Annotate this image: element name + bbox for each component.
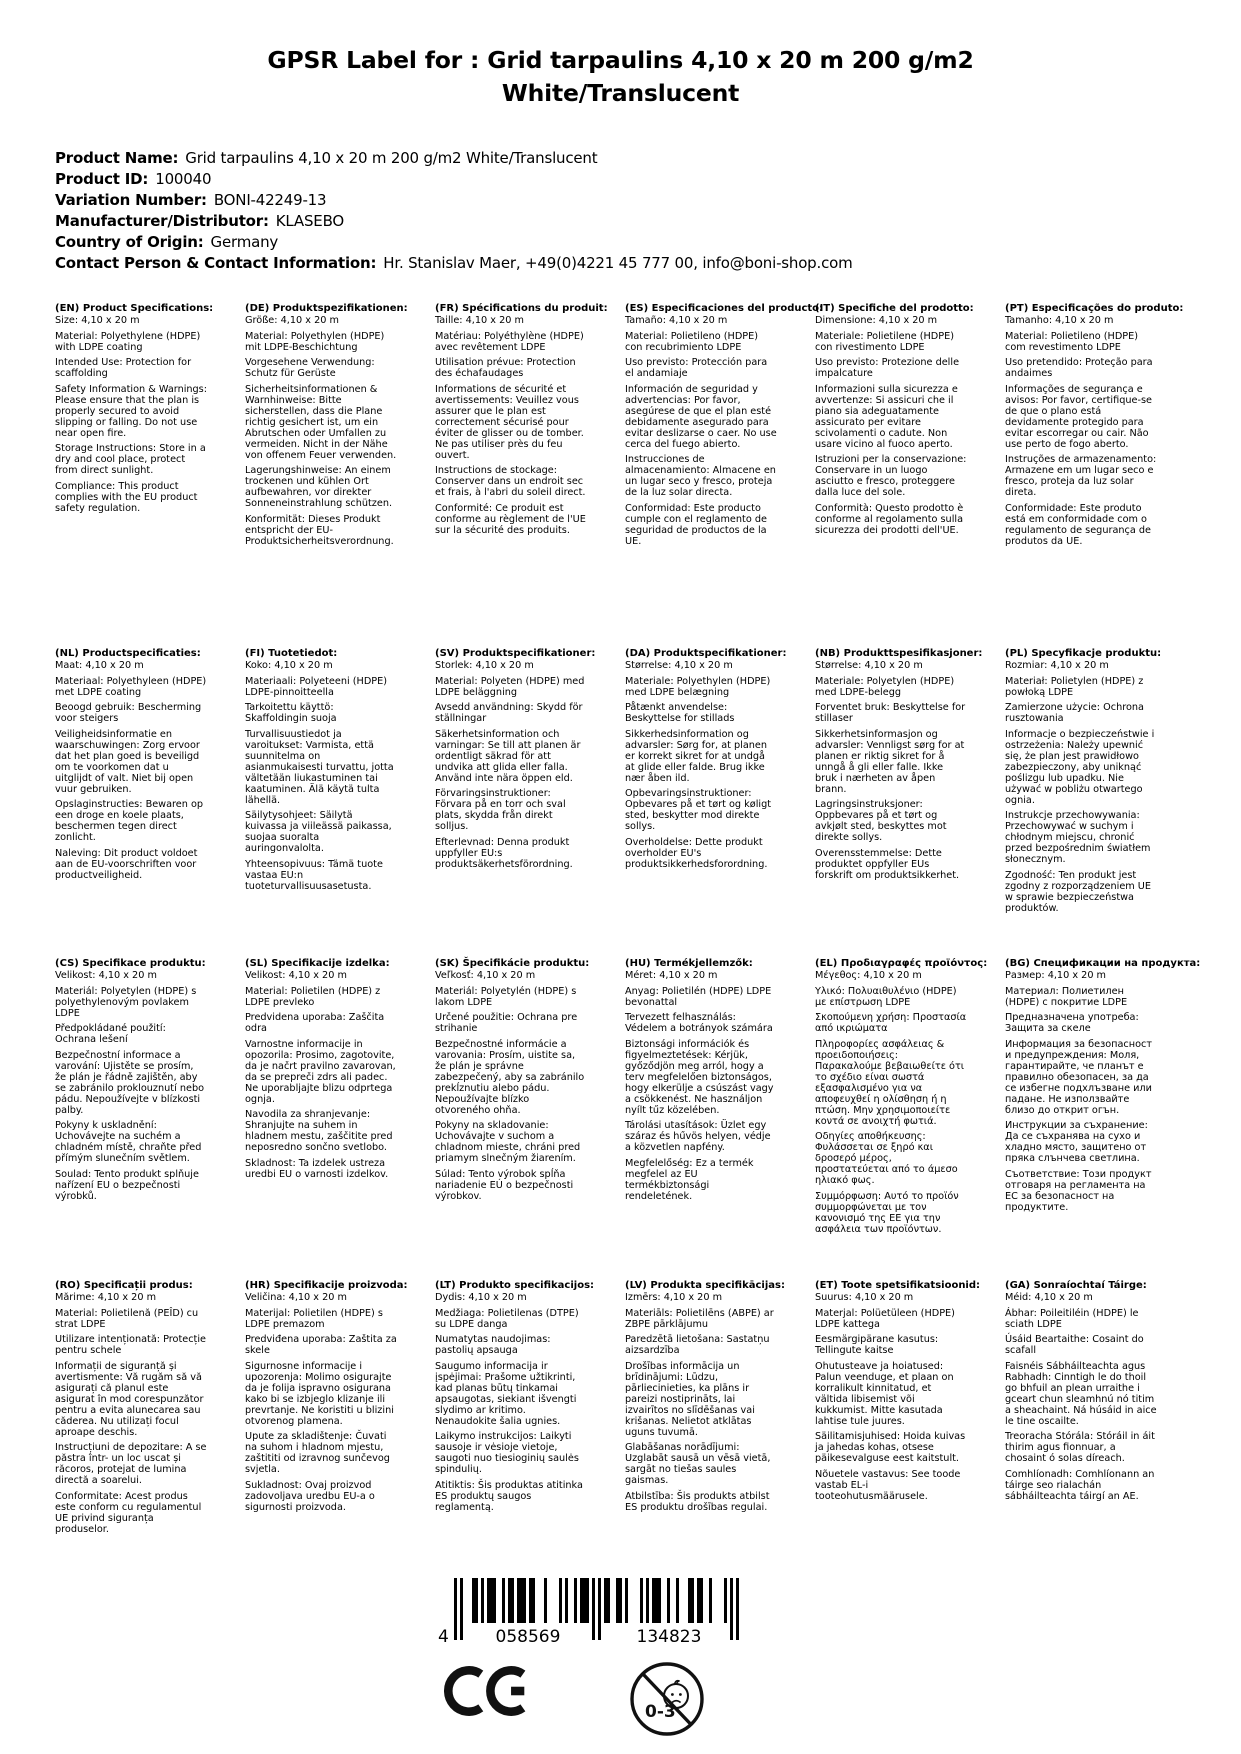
spec-paragraph: Storage Instructions: Store in a dry and cool place, protect from direct sunlight. [55, 443, 206, 476]
spec-paragraph: Efterlevnad: Denna produkt uppfyller EU:s produktsäkerhetsförordning. [435, 836, 573, 870]
spec-paragraph: Mărime: 4,10 x 20 m [55, 1292, 157, 1303]
spec-paragraph: Vorgesehene Verwendung: Schutz für Gerüste [245, 357, 375, 379]
spec-paragraph: Saugumo informacija ir įspėjimai: Prašome užtikrinti, kad planas būtų tinkamai apsaugotas, siekiant išvengti slydimo ar kritimo. Nenaudokite šalia ugnies. [435, 1360, 577, 1427]
spec-paragraph: Materiał: Polietylen (HDPE) z powłoką LDPE [1005, 675, 1144, 698]
spec-paragraph: Skladnost: Ta izdelek ustreza uredbi EU o varnosti izdelkov. [245, 1157, 389, 1180]
spec-block-it [815, 303, 992, 536]
spec-paragraphs [1005, 315, 1182, 547]
spec-paragraph: Tárolási utasítások: Üzlet egy száraz és hűvös helyen, védje a közvetlen napfény. [625, 1120, 771, 1153]
spec-paragraph: Dimensione: 4,10 x 20 m [815, 315, 938, 326]
spec-paragraph: Predvidena uporaba: Zaščita odra [245, 1012, 385, 1034]
spec-paragraph: Materiaal: Polyethyleen (HDPE) met LDPE coating [55, 675, 207, 698]
spec-paragraph: Σκοπούμενη χρήση: Προστασία από ικριώματα [815, 1012, 967, 1034]
spec-paragraph: Sigurnosne informacije i upozorenja: Molimo osigurajte da je folija ispravno osigurana kako bi se izbjeglo klizanje ili prevrtanje. Ne koristiti u blizini otvorenog plamena. [245, 1360, 394, 1427]
spec-paragraph: Treoracha Stórála: Stóráil in áit thirim agus fionnuar, a chosaint ó solas díreach. [1005, 1431, 1155, 1464]
spec-paragraph: Comhlíonadh: Comhlíonann an táirge seo rialachán sábháilteachta táirgí an AE. [1005, 1468, 1155, 1502]
spec-paragraph: Materiál: Polyetylen (HDPE) s polyethylenovým povlakem LDPE [55, 985, 197, 1019]
spec-block-sv [435, 648, 612, 870]
product-info-label: Product Name: [55, 149, 179, 167]
spec-paragraphs [55, 970, 232, 1202]
spec-paragraph: Dydis: 4,10 x 20 m [435, 1292, 527, 1303]
spec-paragraph: Materiāls: Polietilēns (ABPE) ar ZBPE pārklājumu [625, 1307, 774, 1330]
baby-eye-right [679, 1693, 682, 1696]
spec-paragraph: Предназначена употреба: Защита за скеле [1005, 1012, 1139, 1034]
spec-paragraph: Maat: 4,10 x 20 m [55, 660, 144, 671]
spec-paragraph: Material: Polyeten (HDPE) med LDPE beläggning [435, 675, 585, 698]
spec-paragraph: Drošības informācija un brīdinājumi: Lūdzu, pārliecinieties, ka plāns ir pareizi nostiprināts, lai izvairītos no slīdēšanas vai krišanas. Nelietot atklātas uguns tuvumā. [625, 1360, 755, 1438]
spec-paragraph: Materijal: Polietilen (HDPE) s LDPE premazom [245, 1307, 383, 1330]
spec-header: (LT) Produkto specifikacijos: [435, 1280, 595, 1291]
spec-paragraph: Rozmiar: 4,10 x 20 m [1005, 660, 1109, 671]
spec-block-pt [1005, 303, 1182, 547]
spec-paragraph: Información de seguridad y advertencias: Por favor, asegúrese de que el plan esté debidamente asegurado para evitar deslizarse o caer. No use cerca del fuego abierto. [625, 383, 777, 450]
spec-paragraph: Veličina: 4,10 x 20 m [245, 1292, 347, 1303]
spec-block-sl [245, 958, 422, 1180]
spec-paragraph: Paredzētā lietošana: Sastatņu aizsardzība [625, 1334, 770, 1356]
spec-paragraphs [245, 315, 422, 547]
spec-paragraphs [625, 315, 802, 547]
spec-paragraph: Съответствие: Този продукт отговаря на регламента на ЕС за безопасност на продуктите. [1005, 1168, 1152, 1213]
spec-paragraphs [55, 1292, 232, 1535]
spec-paragraph: Suurus: 4,10 x 20 m [815, 1292, 914, 1303]
spec-header: (EN) Product Specifications: [55, 303, 214, 314]
spec-paragraphs [815, 315, 992, 536]
age-warning-text: 0-3 [645, 1702, 676, 1722]
spec-paragraph: Conformidad: Este producto cumple con el reglamento de seguridad de productos de la UE. [625, 502, 767, 547]
spec-paragraph: Instrucțiuni de depozitare: A se păstra într- un loc uscat și răcoros, protejat de lumina directă a soarelui. [55, 1442, 207, 1486]
spec-paragraph: Anyag: Polietilén (HDPE) LDPE bevonattal [625, 985, 772, 1008]
spec-paragraph: Overholdelse: Dette produkt overholder EU's produktsikkerhedsforordning. [625, 836, 768, 870]
language-specs-grid [55, 303, 1201, 1576]
spec-paragraph: Instruções de armazenamento: Armazene em um lugar seco e fresco, proteja da luz solar direta. [1005, 454, 1157, 498]
spec-paragraph: Zamierzone użycie: Ochrona rusztowania [1005, 702, 1144, 724]
spec-paragraph: Pokyny na skladovanie: Uchovávajte v suchom a chladnom mieste, chráni pred priamym slnečným žiarením. [435, 1120, 581, 1164]
spec-block-es [625, 303, 824, 547]
spec-header: (PT) Especificações do produto: [1005, 303, 1184, 314]
product-info-value: BONI-42249-13 [213, 191, 327, 209]
spec-paragraph: Nõuetele vastavus: See toode vastab EL-i tooteohutusmäärusele. [815, 1468, 961, 1502]
spec-paragraph: Matériau: Polyéthylène (HDPE) avec revêtement LDPE [435, 330, 584, 353]
spec-paragraph: Материал: Полиетилен (HDPE) с покритие LDPE [1005, 985, 1128, 1008]
spec-paragraph: Předpokládané použití: Ochrana lešení [55, 1023, 166, 1045]
spec-paragraph: Conformitate: Acest produs este conform cu regulamentul UE privind siguranța produselor. [55, 1490, 202, 1535]
spec-paragraph: Material: Polietileno (HDPE) com revestimento LDPE [1005, 330, 1139, 353]
spec-paragraph: Conformità: Questo prodotto è conforme al regolamento sulla sicurezza dei prodotti dell'UE. [815, 502, 964, 536]
product-info-value: Germany [210, 233, 279, 251]
spec-paragraph: Predviđena uporaba: Zaštita za skele [245, 1334, 397, 1356]
spec-paragraph: Conformité: Ce produit est conforme au règlement de l'UE sur la sécurité des produits. [435, 502, 586, 536]
spec-block-et [815, 1280, 992, 1502]
spec-paragraph: Размер: 4,10 x 20 m [1005, 970, 1106, 981]
spec-paragraph: Tarkoitettu käyttö: Skaffoldingin suoja [245, 702, 337, 724]
spec-paragraphs [245, 970, 422, 1180]
product-info-row [55, 211, 1201, 232]
spec-paragraph: Materiale: Polyetylen (HDPE) med LDPE-belegg [815, 675, 955, 698]
spec-paragraph: Soulad: Tento produkt splňuje nařízení EU o bezpečnosti výrobků. [55, 1168, 199, 1202]
spec-paragraph: Sikkerhetsinformasjon og advarsler: Vennligst sørg for at planen er riktig sikret for å unngå å gli eller falle. Ikke bruk i nærheten av åpen brann. [815, 728, 965, 795]
spec-paragraph: Lagringsinstruksjoner: Oppbevares på et tørt og avkjølt sted, beskyttes mot direkte sollys. [815, 799, 947, 843]
spec-paragraph: Ábhar: Poileitiléin (HDPE) le sciath LDPE [1005, 1307, 1139, 1330]
spec-paragraph: Säilytysohjeet: Säilytä kuivassa ja viileässä paikassa, suojaa suoralta auringonvalolta. [245, 810, 392, 854]
spec-paragraph: Compliance: This product complies with the EU product safety regulation. [55, 480, 198, 514]
spec-paragraphs [435, 315, 612, 536]
spec-header: (NL) Productspecificaties: [55, 648, 201, 659]
spec-paragraph: Intended Use: Protection for scaffolding [55, 357, 192, 379]
spec-paragraphs [815, 1292, 992, 1502]
spec-paragraph: Informații de siguranță și avertismente: Vă rugăm să vă asigurați că planul este asigurat în mod corespunzător pentru a evita alunecarea sau căderea. Nu utilizați focul aproape deschis. [55, 1360, 204, 1438]
spec-paragraphs [245, 660, 422, 892]
spec-header: (LV) Produkta specifikācijas: [625, 1280, 785, 1291]
spec-paragraphs [55, 315, 232, 514]
spec-header: (FR) Spécifications du produit: [435, 303, 608, 314]
spec-header: (EL) Προδιαγραφές προϊόντος: [815, 958, 988, 969]
product-info-row [55, 190, 1201, 211]
spec-block-cs [55, 958, 232, 1202]
spec-paragraph: Sikkerhedsinformation og advarsler: Sørg for, at planen er korrekt sikret for at undgå at glide eller falde. Brug ikke nær åben ild. [625, 728, 768, 784]
language-specs-row-1 [55, 303, 1197, 648]
product-info [55, 148, 1201, 274]
spec-paragraph: Påtænkt anvendelse: Beskyttelse for stillads [625, 702, 735, 724]
spec-block-hu [625, 958, 802, 1202]
spec-block-ro [55, 1280, 232, 1535]
spec-paragraph: Istruzioni per la conservazione: Conservare in un luogo asciutto e fresco, proteggere dalla luce del sole. [815, 454, 967, 498]
spec-header: (ET) Toote spetsifikatsioonid: [815, 1280, 981, 1291]
spec-paragraph: Navodila za shranjevanje: Shranjujte na suhem in hladnem mestu, zaščitite pred neposredno sončno svetlobo. [245, 1109, 393, 1153]
spec-paragraphs [625, 970, 802, 1202]
ce-mark-icon [444, 1660, 536, 1722]
spec-paragraph: Utilizare intenționată: Protecție pentru schele [55, 1334, 206, 1356]
spec-header: (GA) Sonraíochtaí Táirge: [1005, 1280, 1147, 1291]
spec-paragraph: Safety Information & Warnings: Please ensure that the plan is properly secured to avoid slipping or falling. Do not use near open fire. [55, 383, 207, 439]
spec-paragraph: Informacje o bezpieczeństwie i ostrzeżenia: Należy upewnić się, że plan jest prawidłowo zabezpieczony, aby uniknąć poślizgu lub upadku. Nie używać w pobliżu otwartego ognia. [1005, 728, 1155, 806]
spec-paragraph: Συμμόρφωση: Αυτό το προϊόν συμμορφώνεται με τον κανονισμό της ΕΕ για την ασφάλεια των προϊόντων. [815, 1190, 959, 1235]
spec-paragraph: Taille: 4,10 x 20 m [435, 315, 524, 326]
product-info-value: KLASEBO [275, 212, 344, 230]
spec-paragraph: Overensstemmelse: Dette produktet oppfyller EUs forskrift om produktsikkerhet. [815, 847, 960, 881]
spec-paragraph: Megfelelőség: Ez a termék megfelel az EU termékbiztonsági rendeletének. [625, 1157, 754, 1202]
spec-paragraph: Инструкции за съхранение: Да се съхранява на сухо и хладно място, защитено от пряка слънчева светлина. [1005, 1120, 1148, 1164]
spec-header: (BG) Спецификации на продукта: [1005, 958, 1201, 969]
spec-paragraph: Informazioni sulla sicurezza e avvertenze: Si assicuri che il piano sia adeguatamente assicurato per evitare scivolamenti o cadute. Non usare vicino al fuoco aperto. [815, 383, 958, 450]
spec-paragraph: Atitiktis: Šis produktas atitinka ES produktų saugos reglamentą. [435, 1479, 583, 1513]
spec-paragraph: Storlek: 4,10 x 20 m [435, 660, 534, 671]
spec-paragraph: Pokyny k uskladnění: Uchovávejte na suchém a chladném místě, chraňte před přímým slunečním světlem. [55, 1120, 202, 1164]
spec-block-ga [1005, 1280, 1182, 1502]
spec-paragraph: Numatytas naudojimas: pastolių apsauga [435, 1334, 551, 1356]
product-info-label: Contact Person & Contact Information: [55, 254, 377, 272]
spec-paragraph: Material: Polietilen (HDPE) z LDPE prevleko [245, 985, 381, 1008]
spec-paragraph: Materiál: Polyetylén (HDPE) s lakom LDPE [435, 985, 577, 1008]
spec-paragraph: Säkerhetsinformation och varningar: Se till att planen är ordentligt säkrad för att undvika att glida eller falla. Använd inte nära öppen eld. [435, 728, 581, 784]
spec-paragraph: Informações de segurança e avisos: Por favor, certifique-se de que o plano está devidamente protegido para evitar escorregar ou cair. Não use perto de fogo aberto. [1005, 383, 1152, 450]
product-info-label: Country of Origin: [55, 233, 204, 251]
ean13-barcode [432, 1576, 752, 1646]
spec-paragraph: Zgodność: Ten produkt jest zgodny z rozporządzeniem UE w sprawie bezpieczeństwa produktów. [1005, 869, 1152, 914]
spec-header: (IT) Specifiche del prodotto: [815, 303, 974, 314]
spec-paragraph: Utilisation prévue: Protection des échafaudages [435, 357, 576, 379]
spec-paragraphs [1005, 970, 1182, 1213]
spec-block-fi [245, 648, 422, 892]
spec-paragraph: Beoogd gebruik: Bescherming voor steigers [55, 702, 202, 724]
spec-header: (ES) Especificaciones del producto: [625, 303, 824, 314]
spec-paragraph: Uso previsto: Protección para el andamiaje [625, 357, 768, 379]
spec-paragraph: Materiaali: Polyeteeni (HDPE) LDPE-pinnoitteella [245, 675, 388, 698]
spec-paragraphs [435, 660, 612, 870]
spec-header: (FI) Tuotetiedot: [245, 648, 338, 659]
spec-paragraph: Tamaño: 4,10 x 20 m [625, 315, 728, 326]
barcode-digits-right: 134823 [636, 1627, 702, 1646]
spec-paragraph: Veľkosť: 4,10 x 20 m [435, 970, 536, 981]
spec-paragraph: Materiale: Polietilene (HDPE) con rivestimento LDPE [815, 330, 955, 353]
spec-paragraph: Koko: 4,10 x 20 m [245, 660, 333, 671]
spec-paragraphs [815, 970, 992, 1235]
spec-block-lv [625, 1280, 802, 1513]
spec-paragraph: Material: Polyethylen (HDPE) mit LDPE-Beschichtung [245, 330, 385, 353]
spec-paragraph: Material: Polietilenă (PEÎD) cu strat LDPE [55, 1307, 199, 1330]
spec-paragraph: Conformidade: Este produto está em conformidade com o regulamento de segurança de produtos da UE. [1005, 502, 1151, 547]
spec-paragraph: Méret: 4,10 x 20 m [625, 970, 718, 981]
language-specs-row-3 [55, 958, 1201, 1280]
spec-header: (HU) Termékjellemzők: [625, 958, 753, 969]
spec-paragraph: Material: Polietileno (HDPE) con recubrimiento LDPE [625, 330, 759, 353]
spec-paragraph: Tamanho: 4,10 x 20 m [1005, 315, 1114, 326]
spec-paragraph: Velikost: 4,10 x 20 m [245, 970, 347, 981]
spec-paragraph: Größe: 4,10 x 20 m [245, 315, 339, 326]
spec-paragraph: Varnostne informacije in opozorila: Prosimo, zagotovite, da je načrt pravilno zavarovan, da se prepreči zdrs ali padec. Ne uporabljajte blizu odprtega ognja. [245, 1038, 396, 1105]
spec-paragraph: Naleving: Dit product voldoet aan de EU-voorschriften voor productveiligheid. [55, 847, 198, 881]
spec-paragraphs [435, 1292, 612, 1513]
barcode-digits-left: 058569 [495, 1627, 561, 1646]
spec-paragraph: Säilitamisjuhised: Hoida kuivas ja jahedas kohas, otsese päikesevalguse eest kaitstult. [815, 1431, 966, 1464]
spec-paragraph: Instrukcje przechowywania: Przechowywać w suchym i chłodnym miejscu, chronić przed bezpośrednim światłem słonecznym. [1005, 810, 1151, 865]
age-warning-0-3-icon [628, 1660, 706, 1738]
spec-paragraph: Určené použitie: Ochrana pre strihanie [435, 1012, 578, 1034]
spec-paragraph: Turvallisuustiedot ja varoitukset: Varmista, että suunnitelma on asianmukaisesti turvattu, jotta vältetään liukastuminen tai kaatuminen. Älä käytä tulta lähellä. [245, 728, 394, 806]
spec-header: (DE) Produktspezifikationen: [245, 303, 408, 314]
spec-paragraph: Medžiaga: Polietilenas (DTPE) su LDPE danga [435, 1307, 579, 1330]
spec-paragraph: Avsedd användning: Skydd för ställningar [435, 702, 583, 724]
product-info-row [55, 232, 1201, 253]
spec-header: (HR) Specifikacije proizvoda: [245, 1280, 408, 1291]
barcode-digit-prefix: 4 [438, 1627, 449, 1646]
spec-header: (SK) Špecifikácie produktu: [435, 958, 590, 969]
spec-block-da [625, 648, 802, 870]
spec-header: (SL) Specifikacije izdelka: [245, 958, 390, 969]
product-info-row [55, 148, 1201, 169]
spec-paragraph: Uso pretendido: Proteção para andaimes [1005, 357, 1153, 379]
spec-paragraph: Uso previsto: Protezione delle impalcature [815, 357, 960, 379]
spec-paragraph: Tervezett felhasználás: Védelem a botrányok számára [625, 1012, 773, 1034]
product-info-label: Product ID: [55, 170, 149, 188]
spec-paragraph: Materiale: Polyethylen (HDPE) med LDPE belægning [625, 675, 771, 698]
product-info-label: Variation Number: [55, 191, 207, 209]
spec-paragraph: Sukladnost: Ovaj proizvod zadovoljava uredbu EU-a o sigurnosti proizvoda. [245, 1479, 375, 1513]
spec-header: (NB) Produkttspesifikasjoner: [815, 648, 983, 659]
label-footer [432, 1576, 752, 1738]
spec-paragraph: Opslaginstructies: Bewaren op een droge en koele plaats, beschermen tegen direct zonlicht. [55, 799, 204, 843]
spec-header: (PL) Specyfikacje produktu: [1005, 648, 1162, 659]
spec-paragraph: Material: Polyethylene (HDPE) with LDPE coating [55, 330, 201, 353]
language-specs-row-4 [55, 1280, 1197, 1576]
spec-paragraph: Bezpečnostní informace a varování: Ujistěte se prosím, že plán je řádně zajištěn, aby se zabránilo proklouznutí nebo pádu. Nepoužívejte v blízkosti palby. [55, 1049, 205, 1116]
spec-paragraph: Bezpečnostné informácie a varovania: Prosím, uistite sa, že plán je správne zabezpečený, aby sa zabránilo prekĺznutiu alebo pádu. Nepoužívajte blízko otvoreného ohňa. [435, 1038, 585, 1116]
spec-block-nb [815, 648, 992, 881]
spec-paragraph: Velikost: 4,10 x 20 m [55, 970, 157, 981]
baby-eye-left [671, 1693, 674, 1696]
spec-header: (CS) Specifikace produktu: [55, 958, 206, 969]
product-info-value: 100040 [155, 170, 212, 188]
spec-paragraph: Úsáid Beartaithe: Cosaint do scafall [1005, 1334, 1144, 1356]
spec-header: (SV) Produktspecifikationer: [435, 648, 596, 659]
ce-letter-c [448, 1670, 481, 1711]
spec-block-fr [435, 303, 612, 536]
page-title [0, 44, 1241, 110]
spec-paragraph: Πληροφορίες ασφάλειας & προειδοποιήσεις: Παρακαλούμε βεβαιωθείτε ότι το σχέδιο είναι σωστά εξασφαλισμένο για να αποφευχθεί η ολίσθηση ή η πτώση. Μην χρησιμοποιείτε κοντά σε ανοιχτή φωτιά. [815, 1038, 965, 1127]
spec-paragraphs [625, 1292, 802, 1513]
spec-paragraph: Méid: 4,10 x 20 m [1005, 1292, 1093, 1303]
spec-paragraph: Информация за безопасност и предупреждения: Моля, гарантирайте, че планът е правилно обезопасен, за да се избегне подхлъзване или падане. Не използвайте близо до открит огън. [1005, 1038, 1152, 1116]
spec-paragraph: Materjal: Polüetüleen (HDPE) LDPE kattega [815, 1307, 955, 1330]
spec-block-hr [245, 1280, 422, 1513]
spec-paragraph: Forventet bruk: Beskyttelse for stillaser [815, 702, 966, 724]
page-title-line2: White/Translucent [501, 79, 740, 107]
product-info-value: Hr. Stanislav Maer, +49(0)4221 45 777 00, info@boni-shop.com [383, 254, 853, 272]
spec-paragraph: Förvaringsinstruktioner: Förvara på en torr och sval plats, skydda från direkt solljus. [435, 788, 566, 832]
spec-paragraphs [625, 660, 802, 870]
spec-paragraph: Størrelse: 4,10 x 20 m [625, 660, 733, 671]
spec-paragraph: Glabāšanas norādījumi: Uzglabāt sausā un vēsā vietā, sargāt no tiešas saules gaismas. [625, 1442, 771, 1486]
spec-paragraph: Μέγεθος: 4,10 x 20 m [815, 970, 922, 981]
spec-paragraph: Instructions de stockage: Conserver dans un endroit sec et frais, à l'abri du soleil direct. [435, 465, 586, 498]
spec-paragraph: Υλικό: Πολυαιθυλένιο (HDPE) με επίστρωση LDPE [815, 985, 957, 1008]
product-info-label: Manufacturer/Distributor: [55, 212, 269, 230]
spec-paragraph: Eesmärgipärane kasutus: Tellingute kaitse [815, 1334, 939, 1356]
spec-header: (RO) Specificații produs: [55, 1280, 193, 1291]
spec-block-pl [1005, 648, 1182, 914]
spec-block-el [815, 958, 992, 1235]
spec-paragraph: Opbevaringsinstruktioner: Opbevares på et tørt og køligt sted, beskytter mod direkte sollys. [625, 788, 772, 832]
spec-paragraph: Izmērs: 4,10 x 20 m [625, 1292, 723, 1303]
spec-paragraph: Informations de sécurité et avertissements: Veuillez vous assurer que le plan est correctement sécurisé pour éviter de glisser ou de tomber. Ne pas utiliser près du feu ouvert. [435, 383, 584, 461]
spec-block-nl [55, 648, 232, 881]
spec-paragraph: Faisnéis Sábháilteachta agus Rabhadh: Cinntigh le do thoil go bhfuil an plean urraithe i gceart chun sleamhnú nó titim a sheachaint. Ná húsáid in aice le tine oscailte. [1005, 1360, 1157, 1427]
spec-paragraphs [435, 970, 612, 1202]
spec-paragraph: Sicherheitsinformationen & Warnhinweise: Bitte sicherstellen, dass die Plane richtig gesichert ist, um ein Abrutschen oder Umfallen zu vermeiden. Nicht in der Nähe von offenem Feuer verwenden. [245, 383, 397, 461]
spec-paragraph: Lagerungshinweise: An einem trockenen und kühlen Ort aufbewahren, vor direkter Sonneneinstrahlung schützen. [245, 465, 393, 509]
spec-paragraphs [55, 660, 232, 881]
spec-paragraph: Upute za skladištenje: Čuvati na suhom i hladnom mjestu, zaštititi od izravnog sunčevog svjetla. [245, 1431, 390, 1475]
spec-paragraphs [1005, 1292, 1182, 1502]
spec-header: (DA) Produktspecifikationer: [625, 648, 787, 659]
spec-paragraph: Atbilstība: Šis produkts atbilst ES produktu drošības regulai. [625, 1490, 770, 1513]
symbols-row [444, 1660, 752, 1738]
spec-paragraph: Veiligheidsinformatie en waarschuwingen: Zorg ervoor dat het plan goed is beveiligd om te voorkomen dat u uitglijdt of valt. Niet bij open vuur gebruiken. [55, 728, 200, 795]
spec-paragraph: Size: 4,10 x 20 m [55, 315, 140, 326]
spec-paragraph: Οδηγίες αποθήκευσης: Φυλάσσεται σε ξηρό και δροσερό μέρος, προστατεύεται από το άμεσο ηλιακό φως. [815, 1131, 958, 1186]
language-specs-row-2 [55, 648, 1197, 958]
product-info-value: Grid tarpaulins 4,10 x 20 m 200 g/m2 White/Translucent [185, 149, 598, 167]
spec-block-de [245, 303, 422, 547]
spec-paragraph: Biztonsági információk és figyelmeztetések: Kérjük, győződjön meg arról, hogy a terv megfelelően biztonságos, hogy elkerülje a csúszást vagy a csökkenést. Ne használjon nyílt tűz közelében. [625, 1038, 774, 1116]
spec-block-sk [435, 958, 612, 1202]
spec-paragraph: Størrelse: 4,10 x 20 m [815, 660, 923, 671]
spec-paragraphs [1005, 660, 1182, 914]
spec-paragraph: Instrucciones de almacenamiento: Almacene en un lugar seco y fresco, proteja de la luz solar directa. [625, 454, 776, 498]
spec-paragraph: Ohutusteave ja hoiatused: Palun veenduge, et plaan on korralikult kinnitatud, et vältida libisemist või kukkumist. Mitte kasutada lahtise tule juures. [815, 1360, 954, 1427]
spec-paragraph: Súlad: Tento výrobok spĺňa nariadenie EÚ o bezpečnosti výrobkov. [435, 1168, 574, 1202]
spec-paragraphs [245, 1292, 422, 1513]
spec-block-lt [435, 1280, 612, 1513]
spec-paragraph: Laikymo instrukcijos: Laikyti sausoje ir vėsioje vietoje, saugoti nuo tiesioginių saulės spindulių. [435, 1431, 579, 1475]
spec-block-en [55, 303, 232, 514]
spec-paragraph: Konformität: Dieses Produkt entspricht der EU-Produktsicherheitsverordnung. [245, 513, 394, 547]
spec-block-bg [1005, 958, 1201, 1213]
product-info-row [55, 169, 1201, 190]
spec-paragraphs [815, 660, 992, 881]
page-title-line1: GPSR Label for : Grid tarpaulins 4,10 x 20 m 200 g/m2 [267, 46, 974, 74]
product-info-row [55, 253, 1201, 274]
spec-paragraph: Yhteensopivuus: Tämä tuote vastaa EU:n tuoteturvallisuusasetusta. [245, 858, 383, 892]
